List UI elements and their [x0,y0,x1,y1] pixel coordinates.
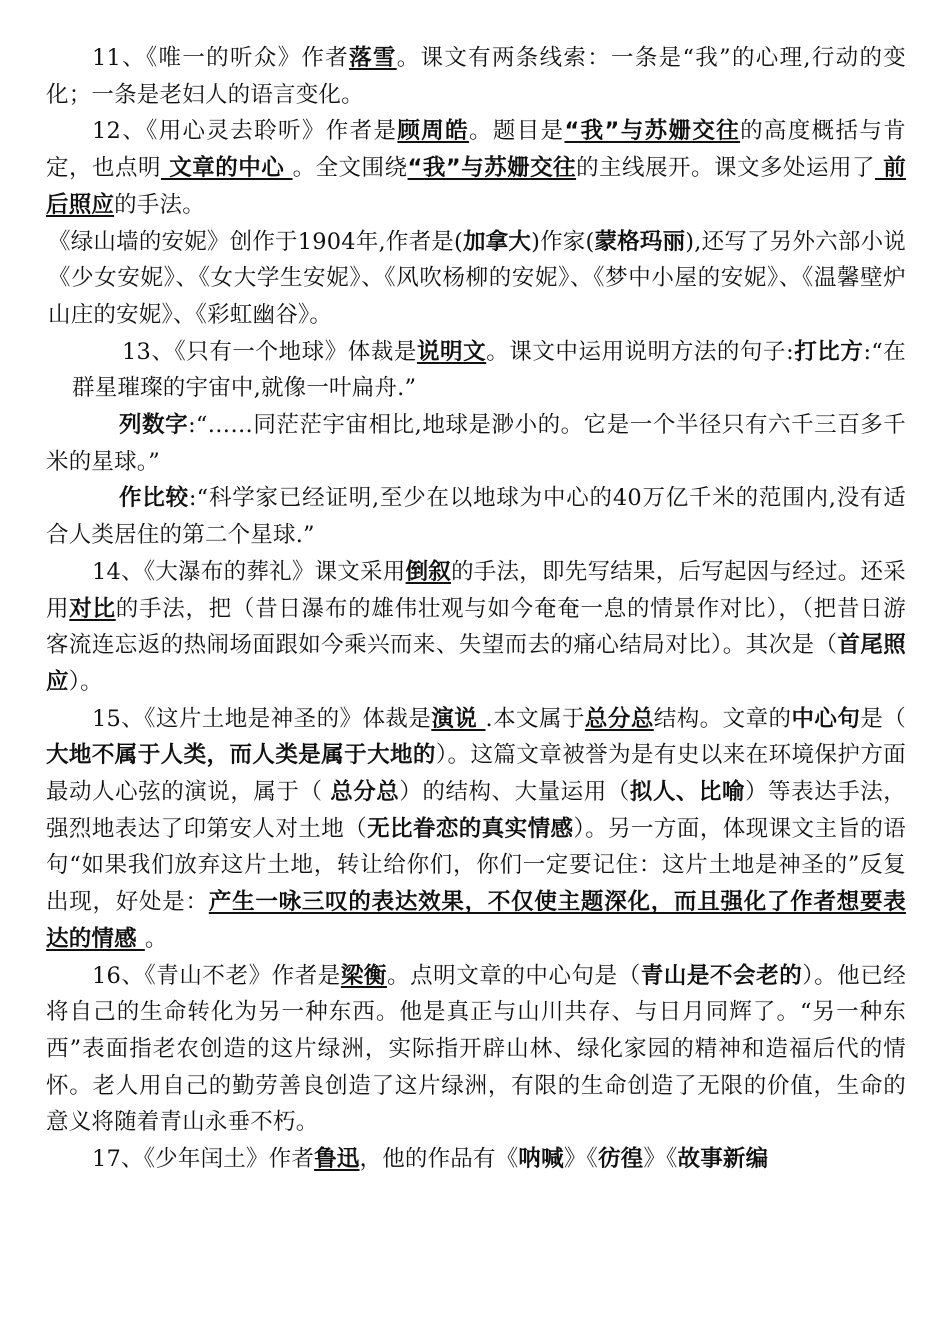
anne-answer-author: 蒙格玛丽 [594,228,686,255]
item-13-text-g: :“……同茫茫宇宙相比,地球是渺小的。它是一个半径只有六千三百多千米的星球。” [46,412,906,475]
item-15-text-o: ）。另一方面，体现课文主旨的语句“如果我们放弃这片土地，转让给你们，你们一定要记住：这片土地是神圣的”反复出现，好处是： [46,815,906,916]
item-11-text-a: 11、《唯一的听众》作者 [92,45,350,71]
item-13-number-paragraph [46,407,906,480]
item-12-text-k: 的手法。 [114,191,205,218]
item-12-answer-4: 前后照应 [46,155,906,218]
item-17-paragraph [46,1141,906,1178]
item-17-text-a: 17、《少年闰土》作者 [92,1146,315,1173]
item-12-text-a: 12、《用心灵去聆听》作者是 [92,118,398,145]
item-13-text-a: 13、《只有一个地球》体裁是 [122,338,417,365]
item-12-text-e: 的高度概括与肯定，也点明 [46,118,906,182]
item-17-text-c: ，他的作品有《 [359,1146,519,1173]
item-14-answer-3: 首尾照应 [46,632,906,695]
item-15-genre: 演说 [431,705,486,732]
anne-text-e: ),还写了另外六部小说《少女安妮》、《女大学生安妮》、《风吹杨柳的安妮》、《梦中小屋的安妮》、《温馨壁炉山庄的安妮》、《彩虹幽谷》。 [48,228,906,328]
item-13-text-c: 。课文中运用说明方法的句子: [486,338,794,365]
item-15-text-q: 。 [144,925,168,952]
anne-answer-country: 加拿大 [462,228,532,255]
item-11-text-c: 。课文有两条线索：一条是“我”的心理,行动的变化；一条是老妇人的语言变化。 [46,45,907,108]
item-17-text-g: 》《 [643,1146,678,1173]
item-15-structure-2: 总分总 [330,779,400,806]
item-12-paragraph [46,113,906,223]
item-14-answer-2: 对比 [69,595,116,622]
item-17-author: 鲁迅 [314,1146,360,1173]
item-15-techniques: 拟人、比喻 [629,779,746,806]
item-12-author: 顾周皓 [397,118,470,145]
item-14-answer-1: 倒叙 [405,558,452,585]
item-13-compare-paragraph [46,480,906,553]
item-15-central-sentence: 大地不属于人类，而人类是属于大地的 [46,742,436,769]
item-13-method-2: 列数字 [119,412,189,439]
item-16-author: 梁衡 [340,962,387,989]
item-15-text-c: .本文属于 [485,705,585,732]
item-15-structure: 总分总 [584,705,654,732]
item-14-paragraph [46,554,906,701]
item-12-text-i: 的主线展开。课文多处运用了 [576,155,875,182]
item-15-paragraph [46,701,906,958]
item-15-benefit: 产生一咏三叹的表达效果，不仅使主题深化，而且强化了作者想要表达的情感 [46,889,906,952]
item-16-central-sentence: 青山是不会老的 [640,962,803,989]
item-15-text-e: 结构。文章的 [653,705,792,732]
item-13-method-3: 作比较 [119,485,189,512]
item-12-text-c: 。题目是 [469,118,565,145]
item-15-text-g: 是（ [860,705,906,732]
item-14-text-c: 的手法，即先写结果，后写起因与经过。还采用 [46,558,906,622]
anne-paragraph [46,224,906,334]
item-17-work-2: 彷徨 [597,1146,644,1173]
item-15-text-i: ）。这篇文章被誉为是有史以来在环境保护方面最动人心弦的演说，属于（ [46,742,906,806]
item-12-answer-3: “我”与苏姗交往 [407,155,577,182]
item-15-text-m: ）等表达手法，强烈地表达了印第安人对土地（ [46,779,906,842]
item-13-genre: 说明文 [416,338,487,365]
item-16-text-e: ）。他已经将自己的生命转化为另一种东西。他是真正与山川共存、与日月同辉了。“另一种东西”表面指老农创造的这片绿洲，实际指开辟山林、绿化家园的精神和造福后代的情怀。老人用自己的勤劳善良创造了这片绿洲，有限的生命创造了无限的价值，生命的意义将随着青山永垂不朽。 [46,962,907,1136]
item-13-text-i: :“科学家已经证明,至少在以地球为中心的40万亿千米的范围内,没有适合人类居住的第二个星球.” [46,485,906,549]
item-15-text-a: 15、《这片土地是神圣的》体裁是 [92,705,432,732]
anne-text-a: 《绿山墙的安妮》创作于1904年,作者是( [48,228,463,255]
item-11-author: 落雪 [349,45,397,71]
item-11-paragraph [46,40,906,113]
item-16-text-a: 16、《青山不老》作者是 [92,962,341,989]
item-13-text-e: :“在群星璀璨的宇宙中,就像一叶扁舟.” [72,338,906,402]
item-13-paragraph [46,334,906,407]
item-15-central-label: 中心句 [791,705,861,732]
item-15-text-k: ）的结构、大量运用（ [399,779,630,806]
item-16-text-c: 。点明文章的中心句是（ [387,962,641,989]
item-17-work-1: 呐喊 [518,1146,564,1173]
item-12-text-g: 。全文围绕 [292,155,408,182]
anne-text-c: )作家( [531,228,595,255]
item-15-emotion: 无比眷恋的真实情感 [367,815,574,842]
item-16-paragraph [46,958,906,1142]
item-13-method-1: 打比方 [793,338,864,365]
item-12-answer-2: 文章的中心 [160,155,293,182]
item-17-work-3: 故事新编 [677,1146,769,1173]
item-14-text-g: ）。 [68,668,103,695]
item-14-text-a: 14、《大瀑布的葬礼》课文采用 [92,558,406,585]
item-17-text-e: 》《 [563,1146,598,1173]
item-12-answer-1: “我”与苏姗交往 [564,118,741,145]
item-14-text-e: 的手法，把（昔日瀑布的雄伟壮观与如今奄奄一息的情景作对比），（把昔日游客流连忘返的热闹场面跟如今乘兴而来、失望而去的痛心结局对比）。其次是（ [46,595,906,659]
